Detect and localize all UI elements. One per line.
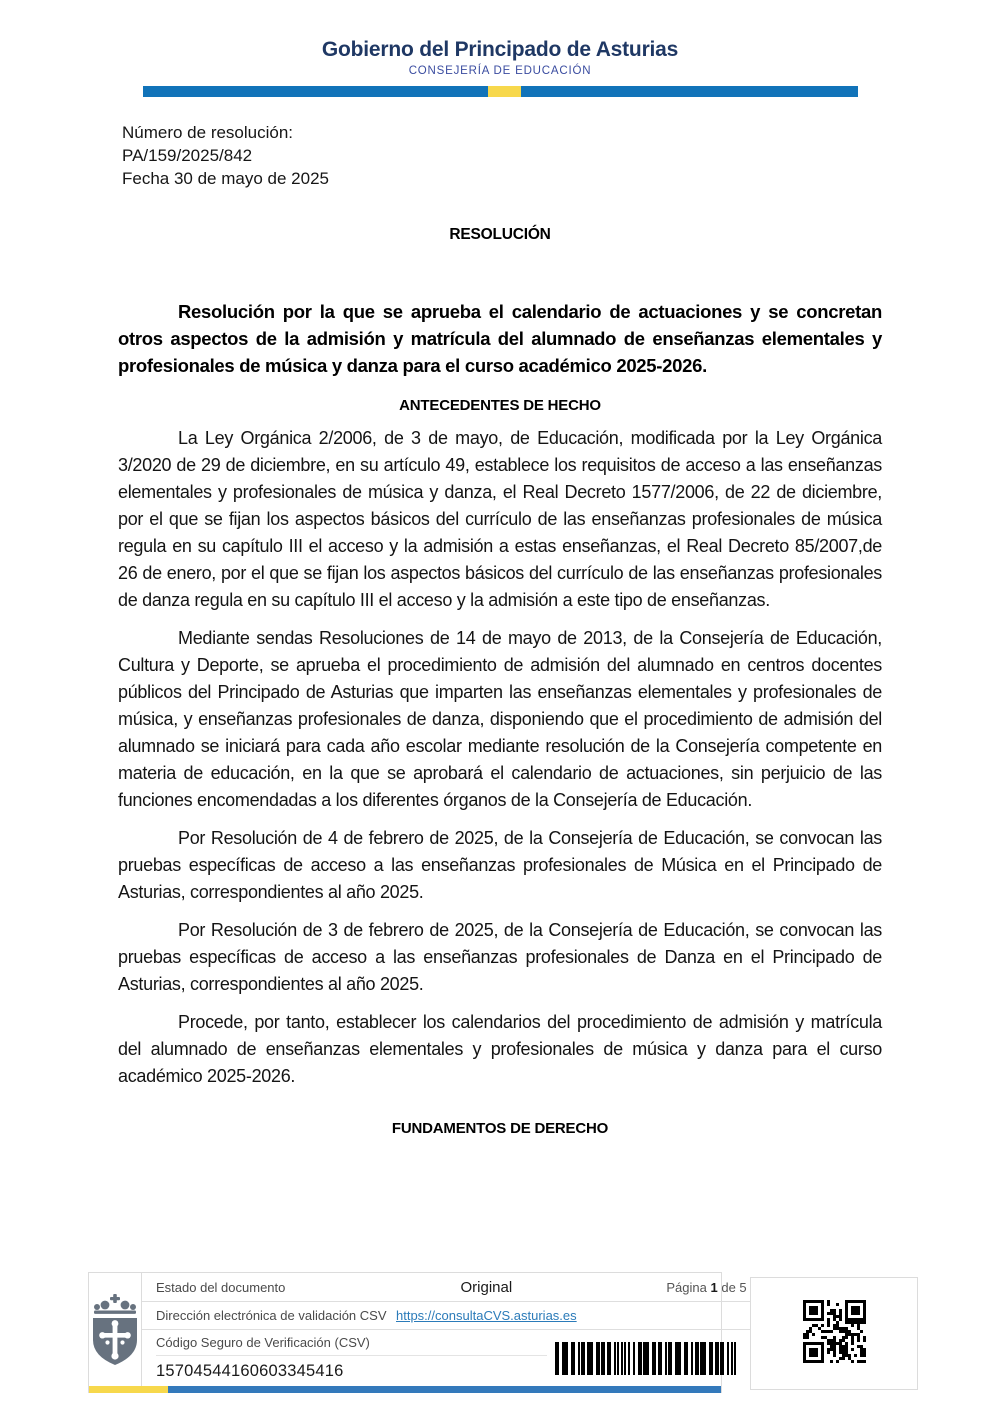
page-indicator bbox=[577, 1280, 747, 1295]
header-divider-bar bbox=[143, 86, 858, 97]
resolution-meta bbox=[122, 121, 1000, 190]
qr-code-image bbox=[803, 1300, 866, 1368]
csv-dir-label: Dirección electrónica de validación CSV bbox=[156, 1308, 387, 1323]
paragraph-2: Mediante sendas Resoluciones de 14 de mayo de 2013, de la Consejería de Educación, Cultura y Deporte, se aprueba el procedimiento de admisión del alumnado en centros docentes públicos del Principado de Asturias que imparten las enseñanzas elementales y profesionales de música, y enseñanzas profesionales de danza, disponiendo que el procedimiento de admisión del alumnado se iniciará para cada año escolar mediante resolución de la Consejería competente en materia de educación, en la que se aprobará el calendario de actuaciones, sin perjuicio de las funciones encomendadas a los diferentes órganos de la Consejería de Educación. bbox=[118, 628, 882, 811]
barcode-image bbox=[555, 1342, 739, 1375]
qr-code-box bbox=[750, 1277, 918, 1390]
footer-yellow-segment bbox=[89, 1386, 168, 1393]
resolution-number: PA/159/2025/842 bbox=[122, 146, 253, 166]
csv-code-label: Código Seguro de Verificación (CSV) bbox=[156, 1330, 547, 1356]
divider-blue-right bbox=[521, 86, 858, 97]
document-body bbox=[118, 298, 882, 1137]
validation-table bbox=[142, 1273, 759, 1386]
estado-row bbox=[142, 1273, 759, 1302]
csv-link-row bbox=[142, 1302, 759, 1330]
page-number: 1 bbox=[710, 1279, 718, 1295]
paragraph-1: La Ley Orgánica 2/2006, de 3 de mayo, de Educación, modificada por la Ley Orgánica 3/2020 de 29 de diciembre, en su artículo 49, establece los requisitos de acceso a las enseñanzas elementales y profesionales de música y danza, el Real Decreto 1577/2006, de 22 de diciembre, por el que se fijan los aspectos básicos del currículo de las enseñanzas profesionales de música regula en su capítulo III el acceso y la admisión a estas enseñanzas, el Real Decreto 85/2007,de 26 de enero, por el que se fijan los aspectos básicos del currículo de las enseñanzas profesionales de danza regula en su capítulo III el acceso y la admisión a este tipo de enseñanzas. bbox=[118, 428, 882, 611]
divider-yellow-segment bbox=[488, 86, 521, 97]
page-label: Página bbox=[666, 1279, 707, 1295]
validation-footer-box bbox=[88, 1272, 747, 1393]
paragraph-4: Por Resolución de 3 de febrero de 2025, de la Consejería de Educación, se convocan las pruebas específicas de acceso a las enseñanzas profesionales de Danza en el Principado de Asturias, correspondientes al año 2025. bbox=[118, 920, 882, 995]
estado-label: Estado del documento bbox=[156, 1279, 286, 1295]
document-title: RESOLUCIÓN bbox=[449, 226, 551, 244]
csv-code-rows bbox=[142, 1330, 759, 1386]
org-title: Gobierno del Principado de Asturias bbox=[321, 38, 679, 61]
divider-blue-left bbox=[143, 86, 488, 97]
csv-validation-link[interactable]: https://consultaCVS.asturias.es bbox=[396, 1308, 577, 1323]
asturias-crest-icon bbox=[89, 1273, 142, 1386]
page-total: de 5 bbox=[717, 1279, 747, 1295]
letterhead bbox=[0, 0, 1000, 97]
section-heading-fundamentos: FUNDAMENTOS DE DERECHO bbox=[391, 1120, 609, 1138]
section-heading-antecedentes: ANTECEDENTES DE HECHO bbox=[399, 397, 601, 415]
intro-paragraph: Resolución por la que se aprueba el calendario de actuaciones y se concretan otros aspectos de la admisión y matrícula del alumnado de enseñanzas elementales y profesionales de música y danza para el curso académico 2025-2026. bbox=[118, 301, 882, 377]
csv-code-value: 15704544160603345416 bbox=[156, 1361, 344, 1380]
footer-divider-bar bbox=[89, 1386, 721, 1393]
department-subtitle: CONSEJERÍA DE EDUCACIÓN bbox=[408, 65, 592, 78]
resolution-number-label: Número de resolución: bbox=[122, 123, 294, 143]
paragraph-5: Procede, por tanto, establecer los calendarios del procedimiento de admisión y matrícula del alumnado de enseñanzas elementales y profesionales de música y danza para el curso académico 2025-2026. bbox=[118, 1012, 882, 1087]
resolution-date: Fecha 30 de mayo de 2025 bbox=[122, 169, 329, 189]
estado-value: Original bbox=[460, 1278, 513, 1296]
paragraph-3: Por Resolución de 4 de febrero de 2025, de la Consejería de Educación, se convocan las pruebas específicas de acceso a las enseñanzas profesionales de Música en el Principado de Asturias, correspondientes al año 2025. bbox=[118, 828, 882, 903]
footer-blue-segment bbox=[168, 1386, 721, 1393]
